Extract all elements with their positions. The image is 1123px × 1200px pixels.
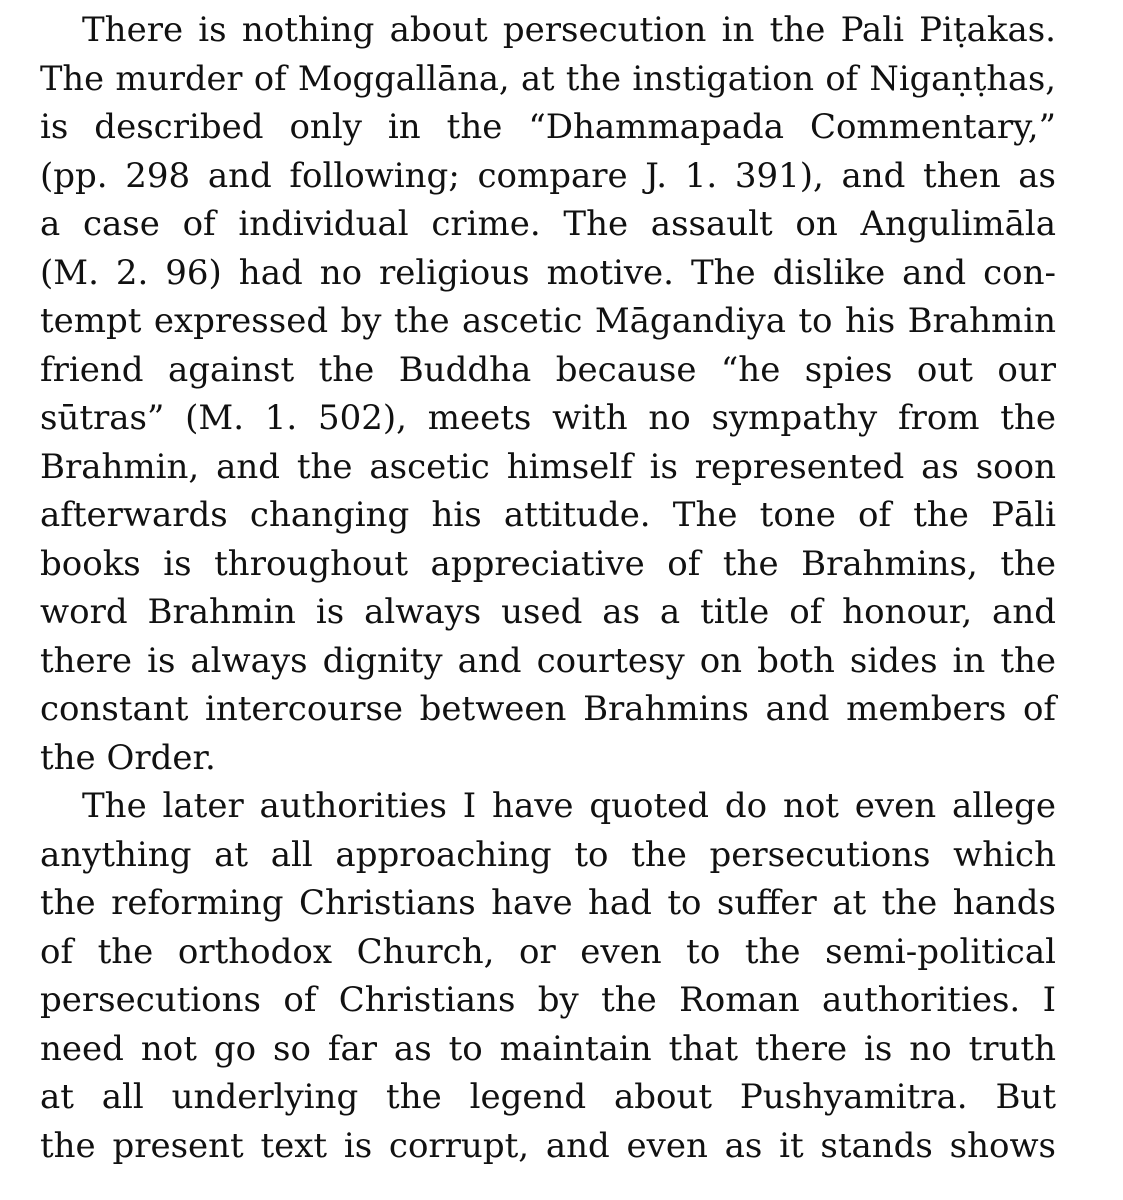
- text-line: constant intercourse between Brahmins and members of: [40, 689, 1056, 729]
- text-line: sūtras” (M. 1. 502), meets with no sympathy from the: [40, 398, 1056, 438]
- text-line: there is always dignity and courtesy on both sides in the: [40, 640, 1056, 681]
- text-line: There is nothing about persecution in the Pali Piṭakas.: [82, 10, 1056, 50]
- text-line: the reforming Christians have had to suffer at the hands: [40, 883, 1056, 923]
- text-line: (pp. 298 and following; compare J. 1. 391), and then as: [40, 155, 1056, 196]
- text-line: of the orthodox Church, or even to the semi-political: [40, 931, 1056, 972]
- text-line: the Order.: [40, 737, 216, 778]
- text-line: at all underlying the legend about Pushyamitra. But: [40, 1077, 1056, 1117]
- text-line: books is throughout appreciative of the Brahmins, the: [40, 543, 1056, 584]
- paragraph-1: [40, 6, 1056, 782]
- paragraph-2: [40, 782, 1056, 1170]
- text-line: Brahmin, and the ascetic himself is represented as soon: [40, 446, 1056, 487]
- text-line: friend against the Buddha because “he spies out our: [40, 349, 1056, 390]
- text-line: (M. 2. 96) had no religious motive. The dislike and con-: [40, 252, 1056, 293]
- text-line: word Brahmin is always used as a title of honour, and: [40, 592, 1056, 632]
- text-line: a case of individual crime. The assault on Angulimāla: [40, 204, 1056, 244]
- text-line: The later authorities I have quoted do not even allege: [82, 786, 1056, 826]
- text-line: need not go so far as to maintain that there is no truth: [40, 1028, 1056, 1069]
- text-line: persecutions of Christians by the Roman authorities. I: [40, 980, 1056, 1020]
- text-line: is described only in the “Dhammapada Commentary,”: [40, 107, 1056, 147]
- text-line: anything at all approaching to the persecutions which: [40, 834, 1056, 875]
- text-line: afterwards changing his attitude. The tone of the Pāli: [40, 495, 1056, 535]
- text-line: tempt expressed by the ascetic Māgandiya to his Brahmin: [40, 301, 1056, 341]
- text-line: the present text is corrupt, and even as it stands shows: [40, 1125, 1056, 1166]
- text-line: The murder of Moggallāna, at the instigation of Nigaṇṭhas,: [40, 58, 1056, 98]
